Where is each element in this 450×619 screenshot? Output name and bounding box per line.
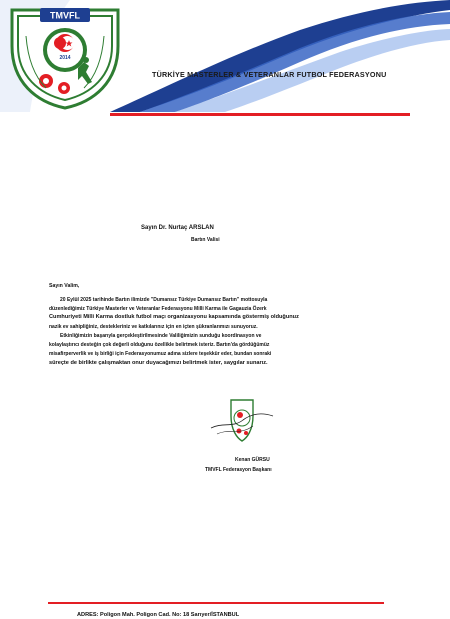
footer-divider xyxy=(48,602,384,604)
body-line: süreçte de birlikte çalışmaktan onur duyacağımızı belirtmek ister, saygılar sunarız. xyxy=(49,360,268,366)
recipient-name: Sayın Dr. Nurtaç ARSLAN xyxy=(141,225,214,231)
body-line: 20 Eylül 2025 tarihinde Bartın ilimizde "Dumansız Türkiye Dumansız Bartın" mottosuyla xyxy=(60,297,268,303)
signature-stamp xyxy=(209,398,275,448)
body-line: düzenlediğimiz Türkiye Masterler ve Veteranlar Federasyonu Milli Karma ile Gagauzia Özerk xyxy=(49,306,267,312)
federation-logo xyxy=(6,6,124,110)
logo-year: 2014 xyxy=(59,55,71,61)
logo-text: TMVFL xyxy=(50,10,80,21)
header-divider xyxy=(110,113,410,116)
footer-address: ADRES: Poligon Mah. Poligon Cad. No: 18 Sarıyer/İSTANBUL xyxy=(77,612,240,618)
signatory-title: TMVFL Federasyon Başkanı xyxy=(205,467,272,473)
body-line: Cumhuriyeti Milli Karma dostluk futbol maçı organizasyonu kapsamında göstermiş olduğunuz xyxy=(49,314,299,320)
recipient-title: Bartın Valisi xyxy=(191,237,220,243)
org-name: TÜRKİYE MASTERLER & VETERANLAR FUTBOL FEDERASYONU xyxy=(152,70,387,79)
salutation: Sayın Valim, xyxy=(49,283,80,289)
body-line: nazik ev sahipliğiniz, destekleriniz ve katkılarınız için en içten şükranlarımızı sunuyoruz. xyxy=(49,324,258,330)
body-line: kolaylaştırıcı desteğin çok değerli olduğunu özellikle belirtmek isteriz. Bartın'da gördüğümüz xyxy=(49,342,270,348)
signatory-name: Kenan GÜRSU xyxy=(235,457,270,463)
body-line: misafirperverlik ve iş birliği için Federasyonumuz adına sizlere teşekkür eder, bundan sonraki xyxy=(49,351,272,357)
body-line: Etkinliğimizin başarıyla gerçekleştirilmesinde Valiliğimizin sunduğu koordinasyon ve xyxy=(60,333,262,339)
